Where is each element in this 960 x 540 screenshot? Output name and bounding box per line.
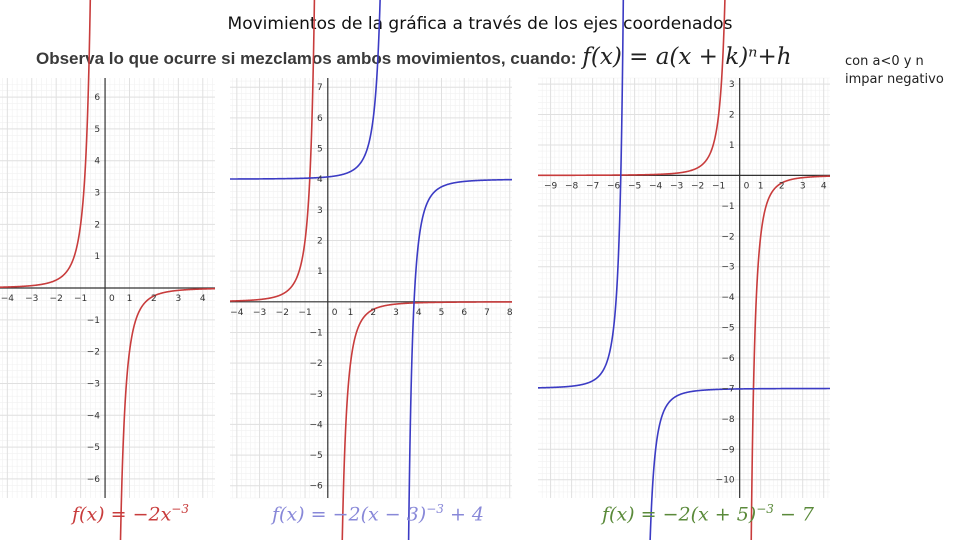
graph-1-plot bbox=[0, 78, 215, 498]
graph-panel-2 bbox=[230, 78, 512, 498]
origin-label: 0 bbox=[109, 294, 115, 304]
y-tick-label: −5 bbox=[86, 443, 101, 454]
y-tick-label: −4 bbox=[721, 293, 735, 304]
caption-1-exponent: −3 bbox=[171, 502, 189, 516]
x-tick-label: −2 bbox=[275, 307, 289, 318]
caption-graph-3 bbox=[602, 502, 814, 525]
y-tick-label: −1 bbox=[309, 328, 323, 339]
y-tick-label: 1 bbox=[317, 267, 323, 278]
y-tick-label: −8 bbox=[721, 414, 735, 425]
y-tick-label: −3 bbox=[86, 379, 101, 390]
y-tick-label: 2 bbox=[317, 236, 323, 247]
y-tick-label: −5 bbox=[309, 451, 323, 462]
instruction-text: Observa lo que ocurre si mezclamos ambos movimientos, cuando: bbox=[36, 49, 577, 68]
caption-graph-1 bbox=[72, 502, 189, 525]
y-tick-label: −10 bbox=[715, 475, 735, 486]
x-tick-label: 3 bbox=[393, 307, 399, 318]
x-tick-label: 2 bbox=[370, 307, 377, 318]
x-tick-label: −5 bbox=[627, 181, 642, 192]
caption-3-main: f(x) = −2(x + 5) bbox=[602, 503, 757, 526]
y-tick-label: 1 bbox=[94, 252, 101, 263]
y-tick-label: −4 bbox=[86, 411, 101, 422]
x-tick-label: 4 bbox=[820, 181, 827, 192]
y-tick-label: 5 bbox=[317, 144, 323, 155]
x-tick-label: −4 bbox=[0, 294, 14, 304]
x-tick-label: −3 bbox=[670, 181, 684, 192]
x-tick-label: 5 bbox=[438, 307, 445, 318]
x-tick-label: −7 bbox=[585, 181, 600, 192]
x-tick-label: −3 bbox=[252, 307, 267, 318]
y-tick-label: 4 bbox=[94, 156, 101, 167]
caption-3-exponent: −3 bbox=[756, 502, 774, 516]
x-tick-label: 6 bbox=[461, 307, 468, 318]
x-tick-label: −6 bbox=[606, 181, 621, 192]
y-tick-label: −4 bbox=[309, 420, 323, 431]
x-tick-label: 1 bbox=[126, 294, 133, 304]
y-tick-label: −6 bbox=[721, 354, 735, 364]
y-tick-label: 7 bbox=[317, 83, 323, 94]
y-tick-label: −5 bbox=[721, 323, 735, 334]
y-tick-label: −1 bbox=[86, 315, 101, 326]
x-tick-label: −1 bbox=[712, 181, 726, 192]
x-tick-label: 2 bbox=[778, 181, 785, 192]
x-tick-label: 4 bbox=[415, 307, 422, 318]
plot-background bbox=[230, 78, 512, 498]
y-tick-label: 1 bbox=[728, 140, 735, 151]
y-tick-label: 3 bbox=[317, 205, 323, 216]
y-tick-label: −6 bbox=[309, 481, 323, 492]
x-tick-label: −9 bbox=[543, 181, 558, 192]
x-tick-label: 7 bbox=[484, 307, 490, 318]
x-tick-label: 1 bbox=[757, 181, 764, 192]
graph-panel-1 bbox=[0, 78, 215, 498]
x-tick-label: −3 bbox=[25, 294, 39, 304]
caption-1-main: f(x) = −2x bbox=[72, 503, 172, 526]
x-tick-label: −4 bbox=[230, 307, 244, 318]
x-tick-label: −4 bbox=[648, 181, 663, 192]
caption-2-main: f(x) = −2(x − 3) bbox=[272, 503, 427, 526]
y-tick-label: 4 bbox=[317, 175, 323, 186]
y-tick-label: −1 bbox=[721, 201, 735, 212]
x-tick-label: 4 bbox=[199, 294, 206, 304]
y-tick-label: −7 bbox=[721, 384, 735, 395]
y-tick-label: 5 bbox=[94, 124, 101, 135]
plot-background bbox=[538, 78, 830, 498]
y-tick-label: −3 bbox=[721, 262, 735, 273]
y-tick-label: −2 bbox=[86, 347, 101, 358]
caption-2-exponent: −3 bbox=[426, 502, 444, 516]
caption-graph-2 bbox=[272, 502, 484, 525]
graph-2-plot bbox=[230, 78, 512, 498]
y-tick-label: −9 bbox=[721, 445, 735, 456]
y-tick-label: 2 bbox=[94, 220, 101, 231]
x-tick-label: 3 bbox=[175, 294, 182, 304]
x-tick-label: 2 bbox=[151, 294, 157, 304]
y-tick-label: −6 bbox=[86, 474, 101, 485]
x-tick-label: 8 bbox=[506, 307, 513, 318]
x-tick-label: −1 bbox=[73, 294, 88, 304]
caption-3-tail: − 7 bbox=[773, 503, 815, 526]
x-tick-label: −8 bbox=[564, 181, 579, 192]
y-tick-label: 3 bbox=[728, 80, 735, 91]
origin-label: 0 bbox=[743, 181, 750, 192]
graph-3-plot bbox=[538, 78, 830, 498]
instruction-line bbox=[36, 44, 792, 70]
condition-note: con a<0 y n impar negativo bbox=[845, 54, 944, 87]
x-tick-label: −2 bbox=[691, 181, 705, 192]
y-tick-label: 6 bbox=[317, 113, 323, 124]
origin-label: 0 bbox=[331, 307, 338, 318]
y-tick-label: −3 bbox=[309, 389, 323, 400]
y-tick-label: −2 bbox=[309, 359, 323, 370]
x-tick-label: 3 bbox=[799, 181, 806, 192]
y-tick-label: 6 bbox=[94, 93, 101, 104]
x-tick-label: 1 bbox=[347, 307, 354, 318]
y-tick-label: 3 bbox=[94, 188, 101, 199]
page-title: Movimientos de la gráfica a través de los ejes coordenados bbox=[227, 14, 733, 34]
general-formula: f(x) = a(x + k)ⁿ+h bbox=[582, 44, 792, 70]
x-tick-label: −1 bbox=[298, 307, 312, 318]
y-tick-label: 2 bbox=[728, 110, 735, 121]
caption-2-tail: + 4 bbox=[443, 503, 485, 526]
x-tick-label: −2 bbox=[49, 294, 63, 304]
y-tick-label: −2 bbox=[721, 232, 735, 243]
graph-panel-3 bbox=[538, 78, 830, 498]
